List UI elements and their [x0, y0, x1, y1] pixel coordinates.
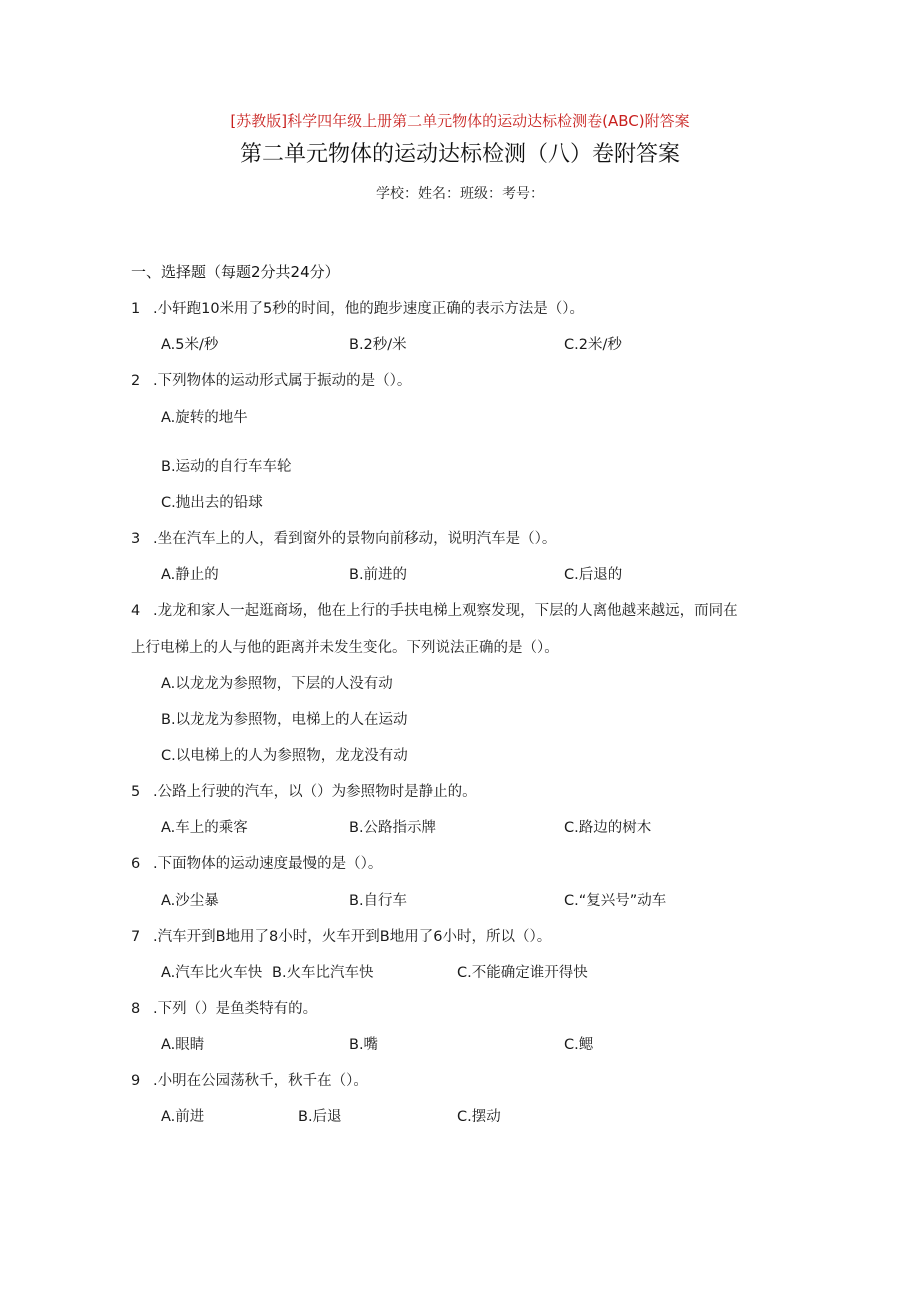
option-b: B.火车比汽车快 [272, 965, 374, 981]
question-text: .公路上行驶的汽车，以（）为参照物时是静止的。 [153, 784, 477, 800]
option-a: A.汽车比火车快 [161, 965, 263, 981]
question-text: .小明在公园荡秋千，秋千在（）。 [153, 1073, 368, 1089]
question-text: .龙龙和家人一起逛商场，他在上行的手扶电梯上观察发现，下层的人离他越来越远，而同在 [153, 603, 738, 619]
option-b: B.嘴 [349, 1037, 379, 1053]
question-2 [131, 371, 411, 391]
student-info-line: 学校：姓名：班级：考号： [376, 186, 544, 202]
question-text: .小轩跑10米用了5秒的时间，他的跑步速度正确的表示方法是（）。 [153, 301, 585, 317]
option-a: A.5米/秒 [161, 337, 219, 353]
question-number: 5 [131, 784, 141, 800]
question-number: 2 [131, 373, 141, 389]
option-b: B.前进的 [349, 567, 408, 583]
question-5 [131, 782, 477, 802]
option-c: C.以电梯上的人为参照物，龙龙没有动 [161, 748, 408, 764]
red-header-title: [苏教版]科学四年级上册第二单元物体的运动达标检测卷(ABC)附答案 [230, 112, 690, 130]
option-c: C.路边的树木 [564, 820, 652, 836]
question-8 [131, 999, 317, 1019]
question-text: .汽车开到B地用了8小时，火车开到B地用了6小时，所以（）。 [153, 929, 552, 945]
option-c: C.后退的 [564, 567, 623, 583]
question-text-continued: 上行电梯上的人与他的距离并未发生变化。下列说法正确的是（）。 [131, 640, 559, 656]
option-a: A.车上的乘客 [161, 820, 248, 836]
option-c: C.抛出去的铅球 [161, 495, 263, 511]
question-4 [131, 601, 738, 621]
question-9 [131, 1071, 368, 1091]
option-a: A.前进 [161, 1109, 205, 1125]
question-text: .下列物体的运动形式属于振动的是（）。 [153, 373, 412, 389]
option-b: B.公路指示牌 [349, 820, 437, 836]
option-a: A.以龙龙为参照物，下层的人没有动 [161, 676, 393, 692]
option-c: C.摆动 [457, 1109, 501, 1125]
section-heading: 一、选择题（每题2分共24分） [131, 263, 340, 281]
option-b: B.自行车 [349, 893, 408, 909]
option-b: B.运动的自行车车轮 [161, 459, 292, 475]
option-a: A.眼睛 [161, 1037, 205, 1053]
question-number: 1 [131, 301, 141, 317]
page-title: 第二单元物体的运动达标检测（八）卷附答案 [239, 142, 680, 167]
option-c: C.“复兴号”动车 [564, 893, 667, 909]
option-a: A.沙尘暴 [161, 893, 219, 909]
question-number: 8 [131, 1001, 141, 1017]
question-6 [131, 854, 382, 874]
question-text: .下列（）是鱼类特有的。 [153, 1001, 318, 1017]
question-number: 4 [131, 603, 141, 619]
question-number: 6 [131, 856, 141, 872]
question-text: .下面物体的运动速度最慢的是（）。 [153, 856, 383, 872]
question-number: 3 [131, 531, 141, 547]
option-c: C.鳃 [564, 1037, 594, 1053]
question-3 [131, 529, 556, 549]
option-a: A.旋转的地牛 [161, 410, 248, 426]
question-1 [131, 299, 584, 319]
option-b: B.后退 [298, 1109, 342, 1125]
option-a: A.静止的 [161, 567, 219, 583]
question-number: 7 [131, 929, 141, 945]
question-number: 9 [131, 1073, 141, 1089]
question-7 [131, 927, 551, 947]
option-b: B.以龙龙为参照物，电梯上的人在运动 [161, 712, 408, 728]
question-text: .坐在汽车上的人，看到窗外的景物向前移动，说明汽车是（）。 [153, 531, 557, 547]
option-c: C.不能确定谁开得快 [457, 965, 588, 981]
option-b: B.2秒/米 [349, 337, 407, 353]
option-c: C.2米/秒 [564, 337, 622, 353]
